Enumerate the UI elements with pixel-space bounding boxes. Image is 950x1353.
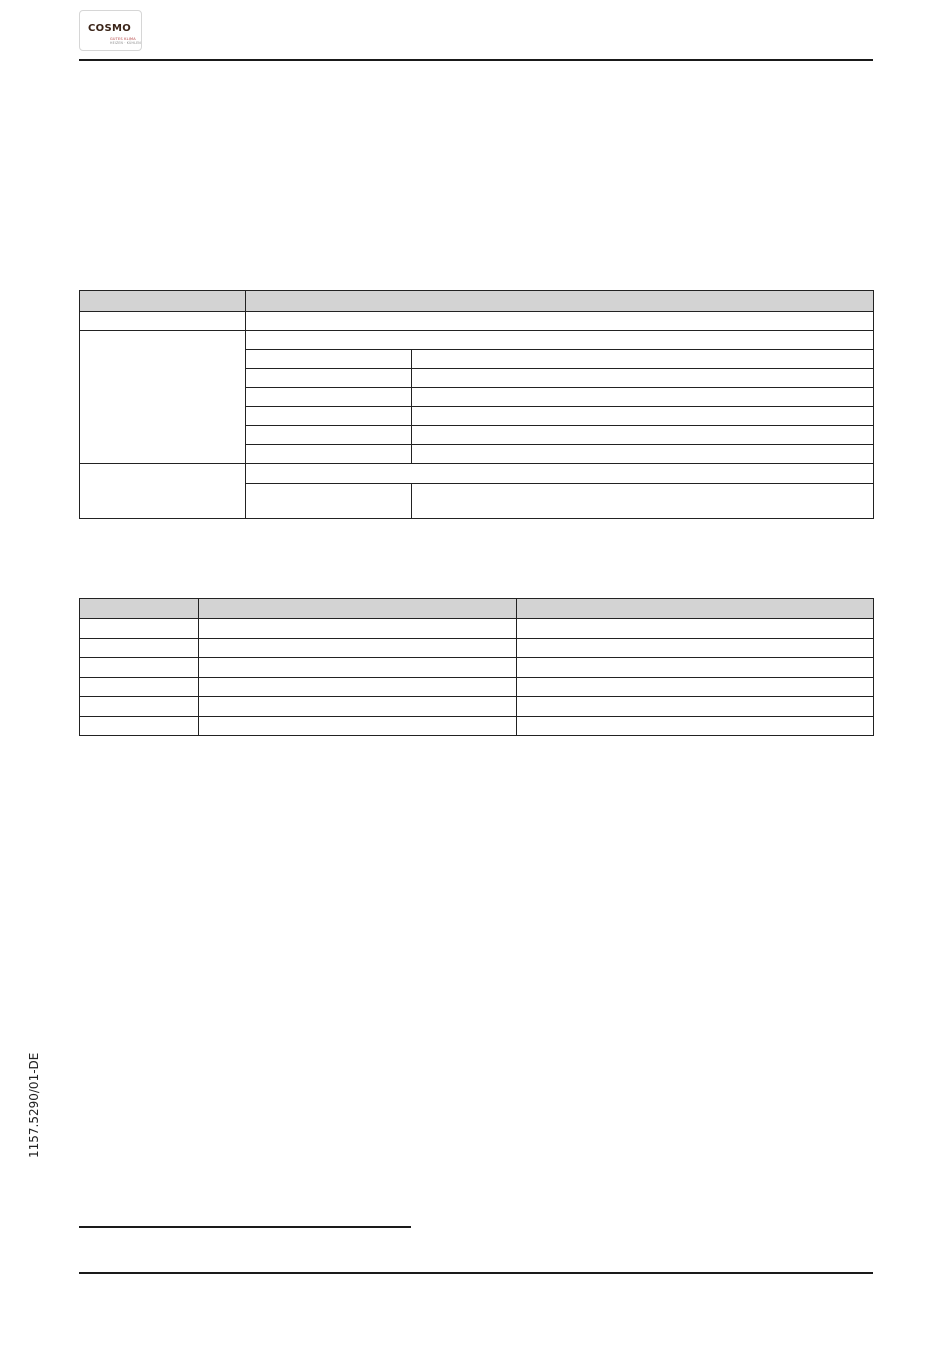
table-cell: [517, 697, 874, 717]
table-cell: [199, 697, 517, 717]
table-cell: [246, 445, 412, 464]
table-cell: [246, 369, 412, 388]
table-cell: [517, 658, 874, 678]
table-cell: [517, 716, 874, 736]
table-cell: [199, 716, 517, 736]
table-row: [80, 312, 874, 331]
logo-subline: HEIZEN · KÜHLEN: [110, 41, 141, 45]
spec-table: [79, 290, 874, 519]
table-cell: [246, 312, 874, 331]
footer-rule: [79, 1272, 873, 1274]
table-cell: [412, 426, 874, 445]
footnote-rule: [79, 1226, 411, 1228]
table-header-cell: [80, 599, 199, 619]
document-code: 1157.5290/01-DE: [27, 1052, 41, 1158]
table-cell: [412, 445, 874, 464]
table-cell: [80, 312, 246, 331]
table-cell: [199, 658, 517, 678]
table-cell: [246, 350, 412, 369]
table-cell: [80, 638, 199, 658]
table-row: [80, 638, 874, 658]
table-cell: [80, 619, 199, 639]
table-row: [80, 697, 874, 717]
table-header-row: [80, 291, 874, 312]
table-cell: [412, 369, 874, 388]
table-cell: [80, 677, 199, 697]
table-header-cell: [199, 599, 517, 619]
header-rule: [79, 59, 873, 61]
table-cell: [412, 350, 874, 369]
table-cell: [246, 407, 412, 426]
table-header-cell: [517, 599, 874, 619]
table-row: [80, 464, 874, 484]
table-cell: [246, 426, 412, 445]
table-cell: [246, 464, 874, 484]
table-row: [80, 677, 874, 697]
table-group-cell: [80, 464, 246, 519]
table-cell: [80, 658, 199, 678]
table-cell: [80, 716, 199, 736]
table-header-cell: [80, 291, 246, 312]
table-row: [80, 619, 874, 639]
table-cell: [80, 697, 199, 717]
table-cell: [517, 619, 874, 639]
table-cell: [199, 677, 517, 697]
logo-wordmark: COSMO: [88, 23, 131, 34]
brand-logo: [79, 10, 142, 51]
table-cell: [199, 638, 517, 658]
table-row: [80, 658, 874, 678]
table-cell: [246, 484, 412, 519]
table-cell: [412, 388, 874, 407]
data-table: [79, 598, 874, 736]
table-cell: [517, 638, 874, 658]
table-header-cell: [246, 291, 874, 312]
table-cell: [199, 619, 517, 639]
logo-tagline: GUTES KLIMA: [110, 37, 136, 41]
table-cell: [412, 407, 874, 426]
table-header-row: [80, 599, 874, 619]
table-cell: [246, 388, 412, 407]
table-group-cell: [80, 331, 246, 464]
table-row: [80, 331, 874, 350]
table-cell: [412, 484, 874, 519]
table-cell: [517, 677, 874, 697]
table-row: [80, 716, 874, 736]
table-cell: [246, 331, 874, 350]
